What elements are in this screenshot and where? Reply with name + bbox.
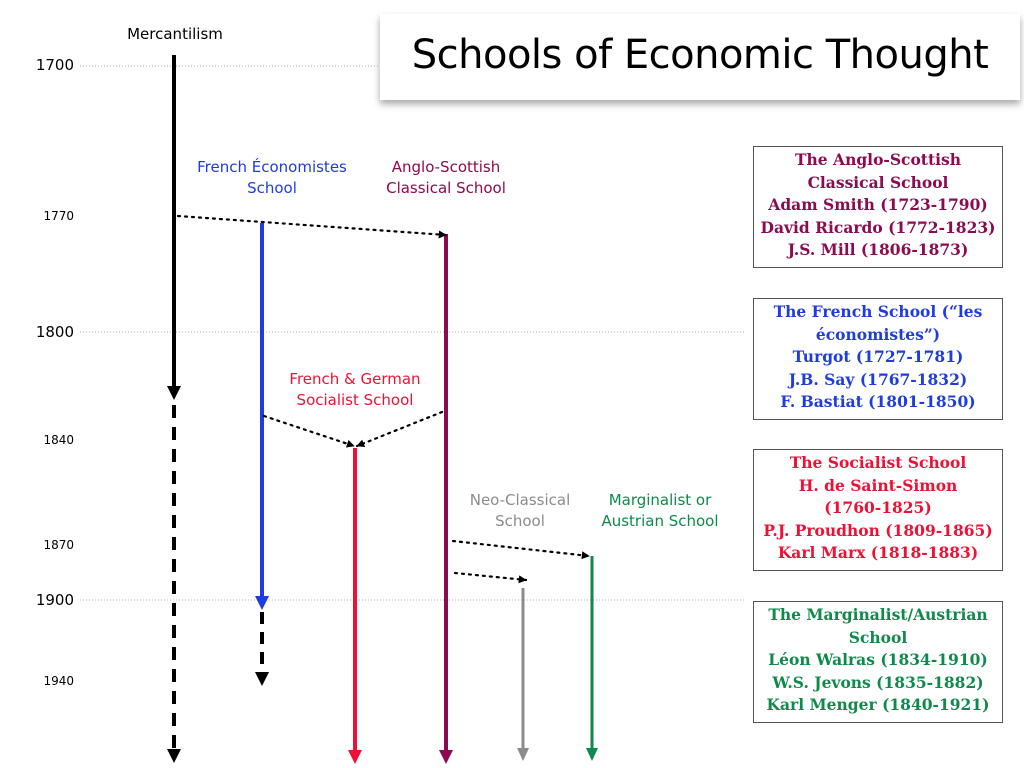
label-socialist: French & German Socialist School bbox=[289, 370, 421, 409]
label-marginalist: Marginalist or Austrian School bbox=[601, 491, 719, 530]
arrow-anglo-to-socialist bbox=[357, 412, 442, 446]
mercantilism-line bbox=[167, 55, 181, 763]
card-marginalist: The Marginalist/Austrian School Léon Walras (1834-1910) W.S. Jevons (1835-1882) Karl Menger (1840-1921) bbox=[753, 601, 1003, 723]
arrow-anglo-to-neoclassical bbox=[455, 573, 526, 580]
socialist-line bbox=[348, 448, 362, 764]
year-1900: 1900 bbox=[35, 591, 74, 609]
title-box bbox=[380, 14, 1020, 100]
arrow-anglo-to-marginalist bbox=[453, 541, 589, 556]
year-1700: 1700 bbox=[35, 56, 74, 74]
year-1770: 1770 bbox=[43, 209, 74, 223]
label-neoclassical: Neo-Classical School bbox=[469, 491, 571, 530]
arrow-merc-to-anglo bbox=[178, 216, 446, 235]
page-title: Schools of Economic Thought bbox=[411, 32, 989, 78]
year-1800: 1800 bbox=[35, 323, 74, 341]
arrow-econ-to-socialist bbox=[264, 416, 354, 446]
label-economistes: French Économistes School bbox=[197, 158, 347, 197]
year-1940: 1940 bbox=[43, 674, 74, 688]
card-french: The French School (“les économistes”) Turgot (1727-1781) J.B. Say (1767-1832) F. Bastiat (1801-1850) bbox=[753, 298, 1003, 420]
label-mercantilism: Mercantilism bbox=[127, 25, 223, 43]
label-anglo: Anglo-Scottish Classical School bbox=[386, 158, 506, 197]
year-1870: 1870 bbox=[43, 538, 74, 552]
marginalist-line bbox=[586, 556, 598, 761]
card-anglo-scottish: The Anglo-Scottish Classical School Adam Smith (1723-1790) David Ricardo (1772-1823) J.S. Mill (1806-1873) bbox=[753, 146, 1003, 268]
anglo-line bbox=[439, 234, 453, 764]
card-socialist: The Socialist School H. de Saint-Simon (1760-1825) P.J. Proudhon (1809-1865) Karl Marx (1818-1883) bbox=[753, 449, 1003, 571]
year-1840: 1840 bbox=[43, 433, 74, 447]
neoclassical-line bbox=[517, 588, 529, 761]
economistes-line bbox=[255, 223, 269, 686]
